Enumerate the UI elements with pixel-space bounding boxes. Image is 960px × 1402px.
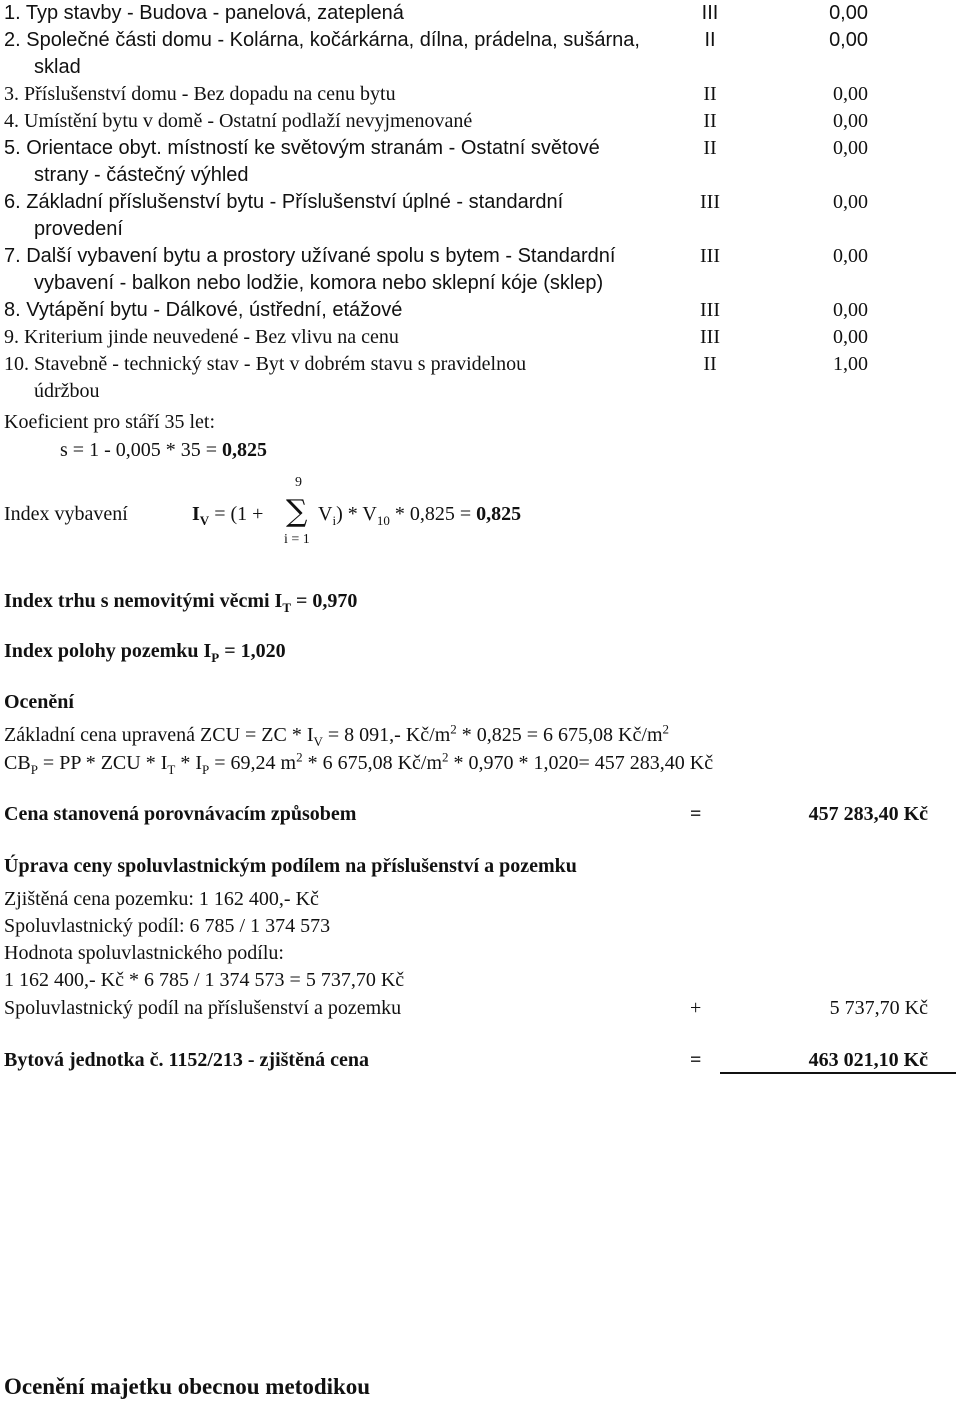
list-item: [4, 108, 694, 135]
age-formula-result: 0,825: [222, 439, 268, 461]
location-index-text: Index polohy pozemku I: [4, 640, 212, 662]
footer-heading: Ocenění majetku obecnou metodikou: [4, 1374, 371, 1399]
list-item: [4, 27, 694, 81]
item-level: III: [701, 2, 719, 24]
item-level: II: [703, 110, 717, 132]
equipment-index-label: Index vybavení: [4, 503, 128, 525]
market-index-subscript: T: [282, 600, 291, 615]
item-text-continuation: sklad: [34, 56, 81, 78]
location-index: [4, 639, 286, 663]
item-level: II: [703, 353, 717, 375]
item-text: 7. Další vybavení bytu a prostory užívané spolu s bytem - Standardní: [4, 245, 616, 267]
share-operator: +: [690, 997, 702, 1019]
list-item: [4, 81, 694, 108]
cb-text-2: = PP * ZCU * I: [37, 752, 168, 774]
market-index-text: Index trhu s nemovitými věcmi I: [4, 590, 283, 612]
formula-open: = (1 +: [209, 503, 264, 525]
location-index-subscript: P: [211, 650, 220, 665]
market-index: [4, 589, 357, 613]
iv-subscript: V: [199, 513, 210, 528]
location-index-value: = 1,020: [219, 640, 286, 662]
zcu-subscript: V: [313, 734, 323, 749]
item-text: 5. Orientace obyt. místností ke světovým stranám - Ostatní světové: [4, 137, 600, 159]
item-value: 0,00: [833, 110, 868, 132]
item-text-continuation: údržbou: [34, 380, 100, 402]
formula-tail: * 0,825 =: [389, 503, 477, 525]
equipment-index-formula-rest: [318, 502, 521, 526]
cb-superscript-2: 2: [442, 749, 449, 765]
item-value: 0,00: [833, 299, 868, 321]
item-level: II: [703, 83, 717, 105]
item-text: 3. Příslušenství domu - Bez dopadu na cenu bytu: [4, 83, 396, 105]
zcu-text-3: * 0,825 = 6 675,08 Kč/m: [456, 724, 663, 746]
cb-text-5: * 6 675,08 Kč/m: [302, 752, 443, 774]
share-value: 5 737,70 Kč: [829, 997, 928, 1019]
item-value: 0,00: [833, 326, 868, 348]
item-value: 0,00: [833, 245, 868, 267]
item-level: III: [700, 299, 720, 321]
item-level: III: [700, 191, 720, 213]
item-value: 0,00: [833, 191, 868, 213]
item-value: 0,00: [833, 83, 868, 105]
cb-formula: [4, 751, 713, 775]
zcu-text-2: = 8 091,- Kč/m: [322, 724, 451, 746]
age-coefficient-formula: [60, 438, 267, 462]
item-level: II: [703, 137, 717, 159]
cb-text-3: * I: [175, 752, 202, 774]
co-ownership-share-line: Spoluvlastnický podíl: 6 785 / 1 374 573: [4, 915, 331, 937]
equipment-index-formula: [192, 502, 263, 526]
item-value: 0,00: [829, 29, 868, 51]
comparative-price-label: Cena stanovená porovnávacím způsobem: [4, 803, 357, 825]
share-value-label: Hodnota spoluvlastnického podílu:: [4, 942, 284, 964]
unit-price-value: 463 021,10 Kč: [720, 1048, 956, 1074]
item-text: 2. Společné části domu - Kolárna, kočárkárna, dílna, prádelna, sušárna,: [4, 29, 640, 51]
equipment-index-result: 0,825: [476, 503, 522, 525]
zcu-formula: [4, 723, 669, 747]
cb-text: CB: [4, 752, 31, 774]
share-value-formula: 1 162 400,- Kč * 6 785 / 1 374 573 = 5 737,70 Kč: [4, 969, 405, 991]
v10-subscript: 10: [376, 513, 390, 528]
item-value: 1,00: [833, 353, 868, 375]
comparative-price-value: 457 283,40 Kč: [808, 803, 928, 825]
comparative-price-operator: =: [690, 803, 702, 825]
sum-symbol: ∑: [286, 494, 308, 529]
item-text: 4. Umístění bytu v domě - Ostatní podlaží nevyjmenované: [4, 110, 473, 132]
sum-upper-limit: 9: [295, 475, 302, 490]
land-price-line: Zjištěná cena pozemku: 1 162 400,- Kč: [4, 888, 319, 910]
item-text-continuation: strany - částečný výhled: [34, 164, 249, 186]
item-text: 1. Typ stavby - Budova - panelová, zateplená: [4, 2, 404, 24]
list-item: [4, 324, 694, 351]
item-text: 10. Stavebně - technický stav - Byt v dobrém stavu s pravidelnou: [4, 353, 527, 375]
adjustment-heading: Úprava ceny spoluvlastnickým podílem na příslušenství a pozemku: [4, 855, 577, 877]
cb-subscript: P: [30, 762, 38, 777]
list-item: [4, 135, 694, 189]
cb-subscript-3: P: [202, 762, 210, 777]
item-text-continuation: vybavení - balkon nebo lodžie, komora nebo sklepní kóje (sklep): [34, 272, 604, 294]
item-text: 6. Základní příslušenství bytu - Příslušenství úplné - standardní: [4, 191, 564, 213]
unit-price-label: Bytová jednotka č. 1152/213 - zjištěná cena: [4, 1049, 369, 1071]
list-item: [4, 351, 694, 405]
item-value: 0,00: [833, 137, 868, 159]
cb-text-4: = 69,24 m: [209, 752, 297, 774]
iv-symbol: I: [192, 503, 200, 525]
formula-mid: ) * V: [336, 503, 377, 525]
cb-text-6: * 0,970 * 1,020= 457 283,40 Kč: [448, 752, 714, 774]
list-item: [4, 0, 694, 27]
age-coefficient-label: Koeficient pro stáří 35 let:: [4, 411, 216, 433]
cb-superscript: 2: [296, 749, 303, 765]
item-level: III: [700, 245, 720, 267]
market-index-value: = 0,970: [291, 590, 358, 612]
age-formula-text: s = 1 - 0,005 * 35 =: [60, 439, 223, 461]
share-label: Spoluvlastnický podíl na příslušenství a pozemku: [4, 997, 402, 1019]
zcu-superscript-2: 2: [662, 721, 669, 737]
sum-lower-limit: i = 1: [284, 532, 310, 547]
unit-price-operator: =: [690, 1049, 702, 1071]
list-item: [4, 297, 694, 324]
list-item: [4, 189, 694, 243]
item-value: 0,00: [829, 2, 868, 24]
valuation-heading: Ocenění: [4, 691, 74, 713]
item-text: 8. Vytápění bytu - Dálkové, ústřední, etážové: [4, 299, 403, 321]
item-level: III: [700, 326, 720, 348]
item-text: 9. Kriterium jinde neuvedené - Bez vlivu na cenu: [4, 326, 399, 348]
list-item: [4, 243, 694, 297]
zcu-text: Základní cena upravená ZCU = ZC * I: [4, 724, 314, 746]
item-text-continuation: provedení: [34, 218, 123, 240]
zcu-superscript: 2: [450, 721, 457, 737]
cb-subscript-2: T: [167, 762, 176, 777]
item-level: II: [704, 29, 716, 51]
vi-subscript: i: [332, 513, 337, 528]
vi-symbol: V: [318, 503, 333, 525]
